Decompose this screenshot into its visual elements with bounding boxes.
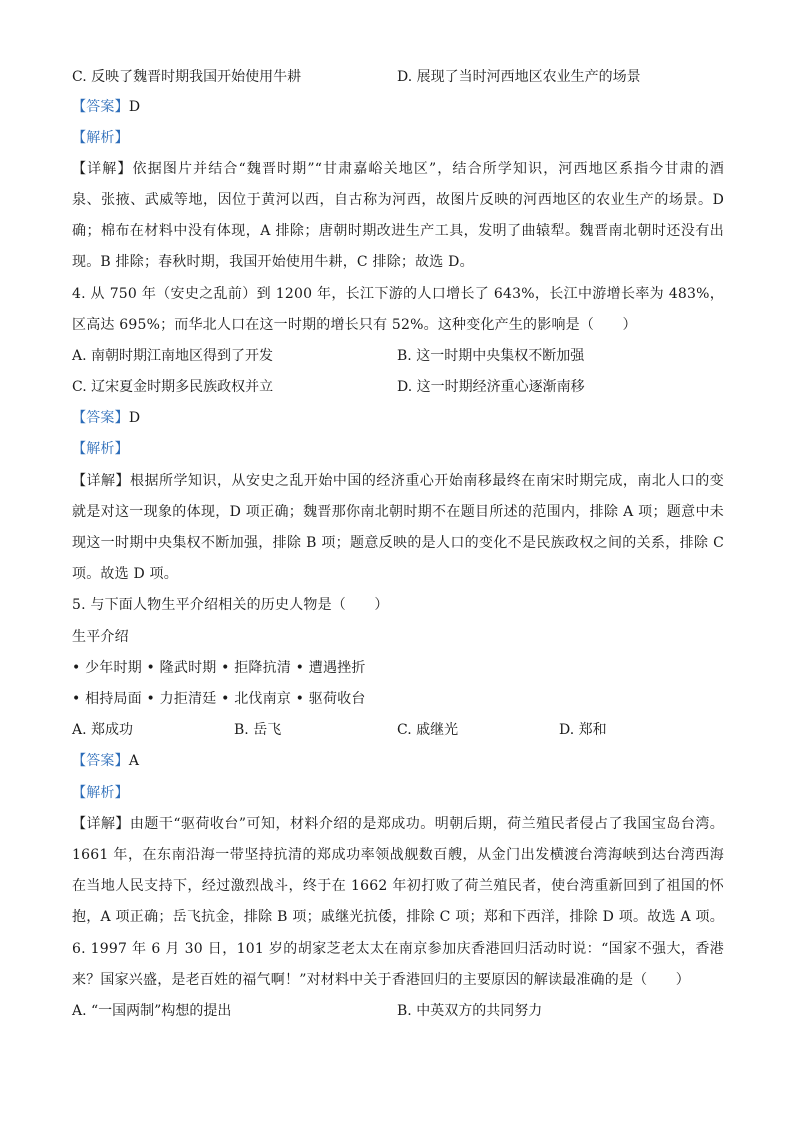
answer-tag: 【答案】 [72,753,129,769]
q4-detail-line: 就是对这一现象的体现，D 项正确；魏晋那你南北朝时期不在题目所述的范围内，排除 A 项；题意中未 [72,504,724,520]
q5-bio-line: • 少年时期 • 隆武时期 • 拒降抗清 • 遭遇挫折 [72,660,366,676]
answer-tag: 【答案】 [72,410,129,426]
q5-detail-line: 抱，A 项正确；岳飞抗金，排除 B 项；戚继光抗倭，排除 C 项；郑和下西洋，排除 D 项。故选 A 项。 [72,909,724,925]
answer-tag: 【答案】 [72,99,129,115]
q5-option-d: D. 郑和 [559,722,607,738]
q4-stem-line: 4. 从 750 年（安史之乱前）到 1200 年，长江下游的人口增长了 643%，长江中游增长率为 483%， [72,286,724,302]
q5-detail-line: 1661 年，在东南沿海一带坚持抗清的郑成功率领战舰数百艘，从金门出发横渡台湾海峡到达台湾西海 [72,847,724,863]
q6-stem-line: 来？国家兴盛，是老百姓的福气啊！”对材料中关于香港回归的主要原因的解读最准确的是（ ） [72,972,690,988]
q5-bio-line: • 相持局面 • 力拒清廷 • 北伐南京 • 驱荷收台 [72,691,366,707]
q4-option-c: C. 辽宋夏金时期多民族政权并立 [72,379,274,395]
q6-stem-line: 6. 1997 年 6 月 30 日，101 岁的胡家芝老太太在南京参加庆香港回归活动时说：“国家不强大，香港 [72,941,724,957]
q3-detail-line: 确；棉布在材料中没有体现，A 排除；唐朝时期改进生产工具，发明了曲辕犁。魏晋南北朝时还没有出 [72,223,724,239]
q3-detail-line: 泉、张掖、武威等地，因位于黄河以西，自古称为河西，故图片反映的河西地区的农业生产的场景。D [72,192,724,208]
q4-analysis-tag: 【解析】 [72,441,129,457]
q5-bio-title: 生平介绍 [72,629,129,645]
q5-detail-line: 【详解】由题干“驱荷收台”可知，材料介绍的是郑成功。明朝后期，荷兰殖民者侵占了我国宝岛台湾。 [72,816,724,832]
q4-detail-line: 【详解】根据所学知识，从安史之乱开始中国的经济重心开始南移最终在南宋时期完成，南北人口的变 [72,473,724,489]
q5-analysis-tag: 【解析】 [72,785,129,801]
q3-detail-line: 现。B 排除；春秋时期，我国开始使用牛耕，C 排除；故选 D。 [72,254,474,270]
q3-detail-line: 【详解】依据图片并结合“魏晋时期”“甘肃嘉峪关地区”，结合所学知识，河西地区系指今甘肃的酒 [72,161,724,177]
q5-stem: 5. 与下面人物生平介绍相关的历史人物是（ ） [72,597,389,613]
q4-answer [72,407,724,429]
q5-answer [72,750,724,772]
q5-option-c: C. 戚继光 [397,722,459,738]
q4-option-b: B. 这一时期中央集权不断加强 [397,348,585,364]
answer-value: A [128,753,140,769]
q6-option-b: B. 中英双方的共同努力 [397,1003,543,1019]
q4-stem-line: 区高达 695%；而华北人口在这一时期的增长只有 52%。这种变化产生的影响是（ ） [72,317,637,333]
q3-option-d: D. 展现了当时河西地区农业生产的场景 [397,69,641,85]
q4-detail-line: 现这一时期中央集权不断加强，排除 B 项；题意反映的是人口的变化不是民族政权之间的关系，排除 C [72,535,724,551]
q4-option-a: A. 南朝时期江南地区得到了开发 [72,348,274,364]
q5-option-b: B. 岳飞 [234,722,282,738]
q6-option-a: A. “一国两制”构想的提出 [72,1003,232,1019]
q5-option-a: A. 郑成功 [72,722,134,738]
q5-detail-line: 在当地人民支持下，经过激烈战斗，终于在 1662 年初打败了荷兰殖民者，使台湾重新回到了祖国的怀 [72,878,724,894]
q4-option-d: D. 这一时期经济重心逐渐南移 [397,379,585,395]
answer-value: D [128,410,141,426]
q3-answer [72,96,724,118]
q4-detail-line: 项。故选 D 项。 [72,566,178,582]
answer-value: D [128,99,141,115]
q3-analysis-tag: 【解析】 [72,130,129,146]
q3-option-c: C. 反映了魏晋时期我国开始使用牛耕 [72,69,302,85]
